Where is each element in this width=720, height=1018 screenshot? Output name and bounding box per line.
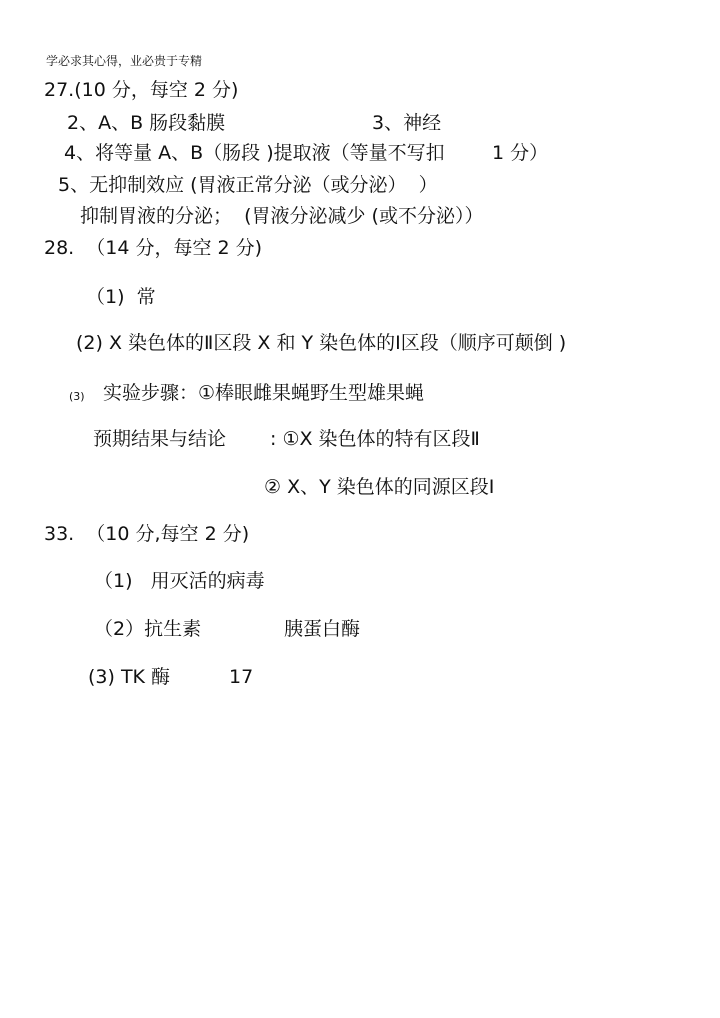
q33-answer-2-part2: 胰蛋白酶 — [284, 618, 361, 640]
q33-answer-3-part1: (3) TK 酶 — [88, 666, 171, 688]
q28-answer-3-steps: 实验步骤：①棒眼雌果蝇野生型雄果蝇 — [103, 382, 425, 404]
q27-answer-5-line2: 抑制胃液的分泌； (胃液分泌减少 (或不分泌）） — [80, 205, 484, 227]
q27-answer-4: 4、将等量 A、B（肠段 )提取液（等量不写扣 — [64, 142, 445, 164]
q27-answer-5-line1: 5、无抑制效应 (胃液正常分泌（或分泌） ） — [58, 174, 438, 196]
q27-answer-3: 3、神经 — [372, 112, 442, 134]
q28-answer-2: (2) X 染色体的Ⅱ区段 X 和 Y 染色体的Ⅰ区段（顺序可颠倒 ) — [76, 332, 567, 354]
q28-answer-3-number: (3) — [69, 390, 85, 403]
q33-answer-1: （1) 用灭活的病毒 — [94, 570, 265, 592]
q28-title: 28. （14 分，每空 2 分) — [44, 237, 263, 259]
q28-expect-result-1: : ①X 染色体的特有区段Ⅱ — [270, 428, 480, 450]
q27-answer-2: 2、A、B 肠段黏膜 — [67, 112, 226, 134]
q33-answer-2-part1: （2）抗生素 — [94, 618, 202, 640]
q28-expect-label: 预期结果与结论 — [93, 428, 227, 450]
page-header: 学必求其心得，业必贵于专精 — [46, 54, 203, 68]
q33-answer-3-part2: 17 — [229, 666, 254, 688]
q28-expect-result-2: ② X、Y 染色体的同源区段Ⅰ — [264, 476, 495, 498]
q27-answer-4-points: 1 分） — [492, 142, 549, 164]
q27-title: 27.(10 分，每空 2 分) — [44, 79, 239, 101]
q28-answer-1: （1) 常 — [86, 286, 156, 308]
q33-title: 33. （10 分,每空 2 分) — [44, 523, 250, 545]
